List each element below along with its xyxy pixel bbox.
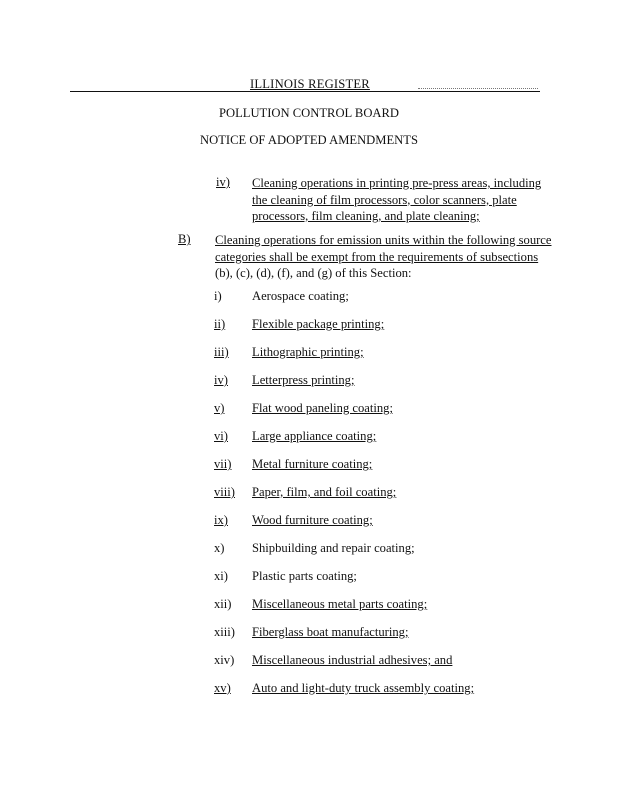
notice-title: NOTICE OF ADOPTED AMENDMENTS — [200, 133, 418, 147]
list-item-text: Aerospace coating; — [252, 289, 349, 303]
section-b-label: B) — [178, 232, 191, 246]
list-item-text: Fiberglass boat manufacturing; — [252, 625, 409, 639]
item-iv-line: Cleaning operations in printing pre-press areas, including — [252, 176, 542, 190]
section-b-line: Cleaning operations for emission units within the following source — [215, 233, 552, 247]
register-title: ILLINOIS REGISTER — [250, 77, 370, 91]
list-item-text: Lithographic printing; — [252, 345, 364, 359]
list-item-text: Paper, film, and foil coating; — [252, 485, 397, 499]
list-item-text: Letterpress printing; — [252, 373, 355, 387]
list-item-text: Plastic parts coating; — [252, 569, 357, 583]
item-iv-number: iv) — [216, 175, 230, 189]
list-item-text: Shipbuilding and repair coating; — [252, 541, 415, 555]
list-item-number: xiii) — [214, 625, 235, 639]
list-item-number: viii) — [214, 485, 235, 499]
list-item-text: Large appliance coating; — [252, 429, 377, 443]
list-item-text: Miscellaneous industrial adhesives; and — [252, 653, 453, 667]
list-item-number: vii) — [214, 457, 232, 471]
section-b-line: (b), (c), (d), (f), and (g) of this Section: — [215, 266, 412, 280]
item-iv-line: the cleaning of film processors, color scanners, plate — [252, 192, 517, 207]
list-item-text: Miscellaneous metal parts coating; — [252, 597, 428, 611]
list-item-number: iii) — [214, 345, 229, 359]
list-item-number: v) — [214, 401, 225, 415]
item-iv-line: processors, film cleaning, and plate cleaning; — [252, 209, 480, 223]
section-b-line: categories shall be exempt from the requirements of subsections — [215, 249, 539, 264]
list-item-number: xiv) — [214, 653, 235, 667]
list-item-number: xii) — [214, 597, 232, 611]
list-item-number: ix) — [214, 513, 228, 527]
board-title: POLLUTION CONTROL BOARD — [218, 106, 400, 120]
list-item-text: Flat wood paneling coating; — [252, 401, 393, 415]
list-item-number: x) — [214, 541, 225, 555]
header-dotted-rule — [418, 88, 538, 89]
header-rule — [70, 91, 540, 92]
list-item-number: xv) — [214, 681, 231, 695]
list-item-number: iv) — [214, 373, 228, 387]
section-b-text — [215, 232, 551, 282]
item-iv-text — [252, 175, 541, 225]
list-item-number: xi) — [214, 569, 228, 583]
list-item-text: Flexible package printing; — [252, 317, 385, 331]
list-item-text: Wood furniture coating; — [252, 513, 373, 527]
list-item-text: Metal furniture coating; — [252, 457, 373, 471]
list-item-number: vi) — [214, 429, 228, 443]
list-item-number: ii) — [214, 317, 226, 331]
list-item-text: Auto and light-duty truck assembly coating; — [252, 681, 475, 695]
list-item-number: i) — [214, 289, 222, 303]
